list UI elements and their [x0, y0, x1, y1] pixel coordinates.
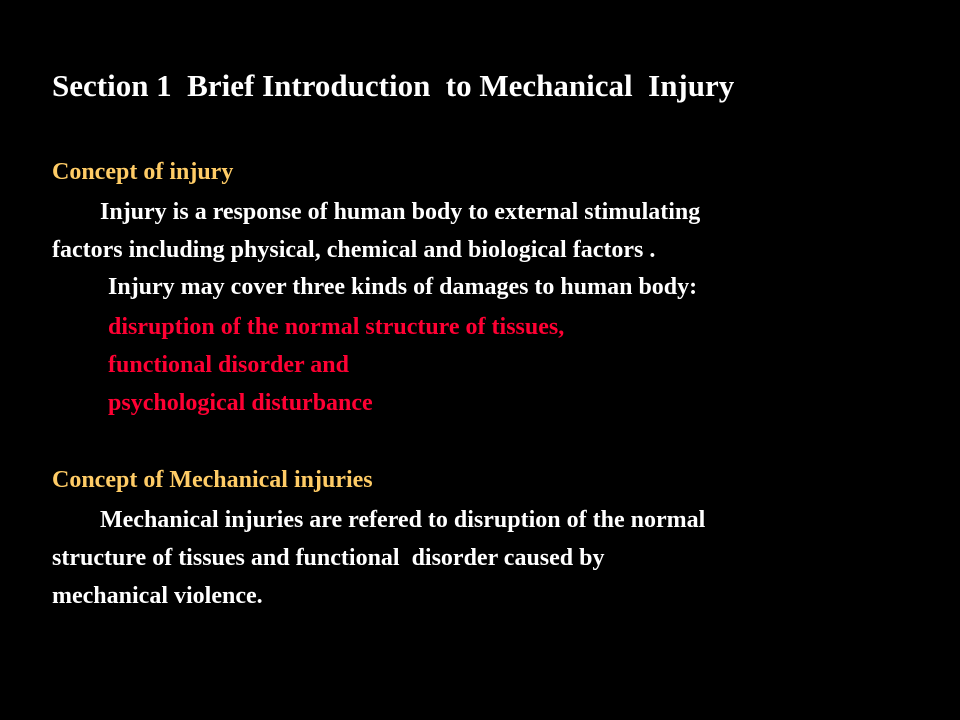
slide-title: Section 1 Brief Introduction to Mechanical Injury — [52, 68, 735, 103]
heading-concept-of-injury: Concept of injury — [52, 159, 234, 185]
heading-concept-of-mechanical-injuries: Concept of Mechanical injuries — [52, 467, 373, 493]
mechanical-definition-line-3: mechanical violence. — [52, 583, 263, 609]
injury-definition-line-2: factors including physical, chemical and biological factors . — [52, 237, 656, 263]
injury-kinds-intro: Injury may cover three kinds of damages to human body: — [108, 274, 698, 300]
mechanical-definition-line-1: Mechanical injuries are refered to disruption of the normal — [100, 507, 706, 533]
mechanical-definition-line-2: structure of tissues and functional disorder caused by — [52, 545, 605, 571]
damage-item-functional: functional disorder and — [108, 352, 349, 378]
damage-item-structure: disruption of the normal structure of tissues, — [108, 314, 565, 340]
damage-item-psychological: psychological disturbance — [108, 390, 373, 416]
injury-definition-line-1: Injury is a response of human body to external stimulating — [100, 199, 701, 225]
